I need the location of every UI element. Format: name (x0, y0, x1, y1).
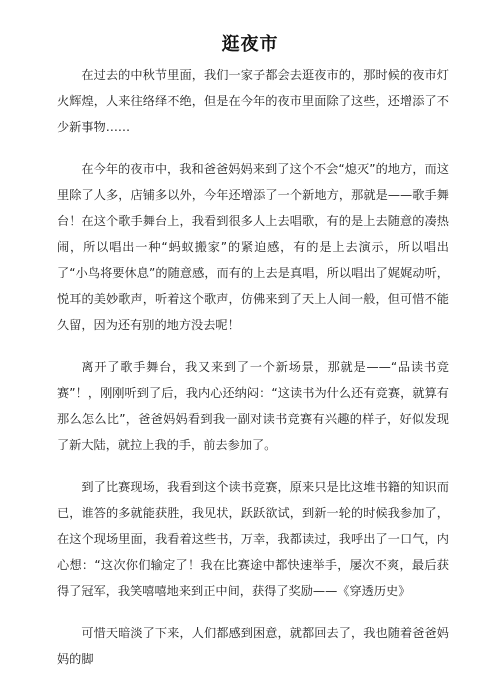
paragraph-3: 离开了歌手舞台，我又来到了一个新场景，那就是——“品读书竞赛”！，刚刚听到了后，我内心还纳闷：“这读书为什么还有竞赛，就算有那么怎么比”，爸爸妈妈看到我一副对读书竞赛有兴趣的样子，好似发现了新大陆，就拉上我的手，前去参加了。 (57, 360, 449, 452)
paragraph-5: 可惜天暗淡了下来，人们都感到困意，就都回去了，我也随着爸爸妈妈的脚 (57, 626, 449, 666)
paragraph-2: 在今年的夜市中，我和爸爸妈妈来到了这个不会“熄灭”的地方，而这里除了人多，店铺多以外，今年还增添了一个新地方，那就是——歌手舞台！在这个歌手舞台上，我看到很多人上去唱歌，有的是上去随意的凑热闹，所以唱出一种“蚂蚁搬家”的紧迫感，有的是上去演示，所以唱出了“小鸟将要休息”的随意感，而有的上去是真唱，所以唱出了娓娓动听，悦耳的美妙歌声，听着这个歌声，仿佛来到了天上人间一般，但可惜不能久留，因为还有别的地方没去呢！ (57, 162, 449, 332)
paragraph-1: 在过去的中秋节里面，我们一家子都会去逛夜市的，那时候的夜市灯火辉煌，人来往络绎不绝，但是在今年的夜市里面除了这些，还增添了不少新事物…… (57, 68, 449, 134)
paragraph-4: 到了比赛现场，我看到这个读书竞赛，原来只是比这堆书籍的知识而已，谁答的多就能获胜，我见状，跃跃欲试，到新一轮的时候我参加了，在这个现场里面，我看着这些书，万幸，我都读过，我呼出了一口气，内心想：“这次你们输定了！我在比赛途中都快速举手，屡次不爽，最后获得了冠军，我笑嘻嘻地来到正中间，获得了奖励——《穿透历史》 (57, 480, 449, 598)
article-body (57, 62, 449, 688)
article-title: 逛夜市 (221, 34, 279, 55)
